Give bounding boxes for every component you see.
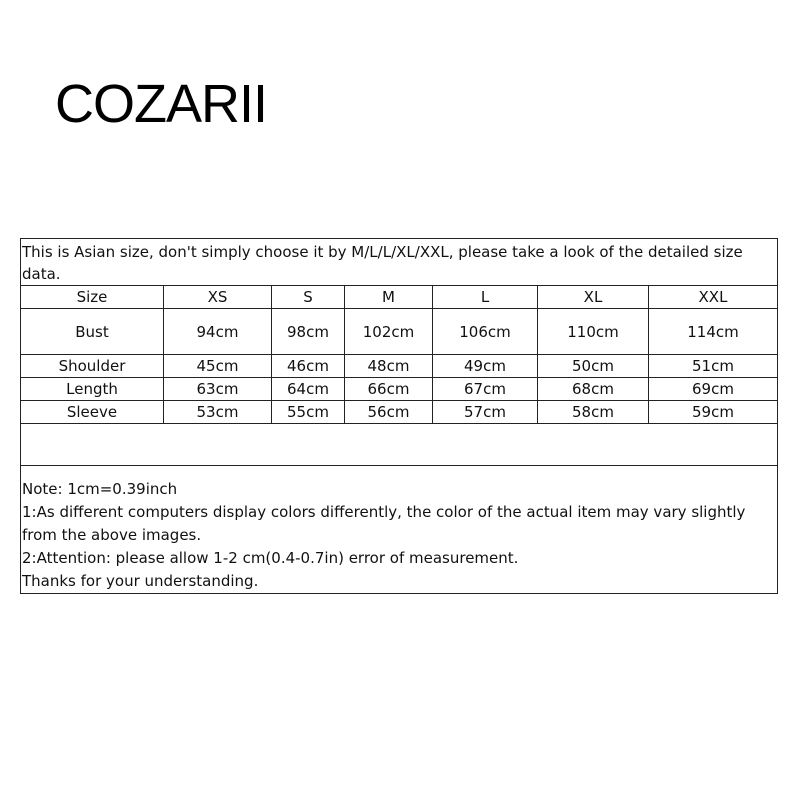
header-cell: L: [433, 286, 538, 309]
note-thanks: Thanks for your understanding.: [22, 572, 259, 590]
table-cell: 51cm: [649, 355, 778, 378]
table-cell: 56cm: [345, 401, 433, 424]
table-cell: 50cm: [538, 355, 649, 378]
header-cell: XL: [538, 286, 649, 309]
table-cell: 64cm: [272, 378, 345, 401]
table-cell: 58cm: [538, 401, 649, 424]
table-cell: 49cm: [433, 355, 538, 378]
brand-title: COZARII: [55, 74, 268, 134]
table-row: [21, 309, 778, 355]
table-row: [21, 401, 778, 424]
table-cell: 67cm: [433, 378, 538, 401]
spacer-row: [21, 424, 778, 466]
notes-block: [21, 466, 778, 594]
table-cell: 63cm: [164, 378, 272, 401]
table-cell: 68cm: [538, 378, 649, 401]
table-row: [21, 355, 778, 378]
row-label: Sleeve: [21, 401, 164, 424]
table-cell: 110cm: [538, 309, 649, 355]
table-cell: 46cm: [272, 355, 345, 378]
table-cell: 45cm: [164, 355, 272, 378]
header-cell: M: [345, 286, 433, 309]
table-cell: 66cm: [345, 378, 433, 401]
table-cell: 98cm: [272, 309, 345, 355]
table-cell: 94cm: [164, 309, 272, 355]
table-cell: 57cm: [433, 401, 538, 424]
note-color-variance: 1:As different computers display colors differently, the color of the actual item may vary slightly from the above images.: [22, 503, 746, 544]
size-chart-table: [20, 238, 778, 594]
note-conversion: Note: 1cm=0.39inch: [22, 480, 178, 498]
table-cell: 102cm: [345, 309, 433, 355]
header-row: [21, 286, 778, 309]
row-label: Shoulder: [21, 355, 164, 378]
spacer-cell: [21, 424, 778, 466]
header-cell: Size: [21, 286, 164, 309]
note-measurement-error: 2:Attention: please allow 1-2 cm(0.4-0.7in) error of measurement.: [22, 549, 519, 567]
row-label: Length: [21, 378, 164, 401]
size-intro-text: This is Asian size, don't simply choose it by M/L/L/XL/XXL, please take a look of the detailed size data.: [21, 239, 778, 286]
table-row: [21, 378, 778, 401]
table-cell: 48cm: [345, 355, 433, 378]
table-cell: 114cm: [649, 309, 778, 355]
table-cell: 53cm: [164, 401, 272, 424]
table-cell: 55cm: [272, 401, 345, 424]
header-cell: S: [272, 286, 345, 309]
table-cell: 69cm: [649, 378, 778, 401]
header-cell: XXL: [649, 286, 778, 309]
table-cell: 106cm: [433, 309, 538, 355]
intro-row: [21, 239, 778, 286]
header-cell: XS: [164, 286, 272, 309]
notes-row: [21, 466, 778, 594]
row-label: Bust: [21, 309, 164, 355]
table-cell: 59cm: [649, 401, 778, 424]
